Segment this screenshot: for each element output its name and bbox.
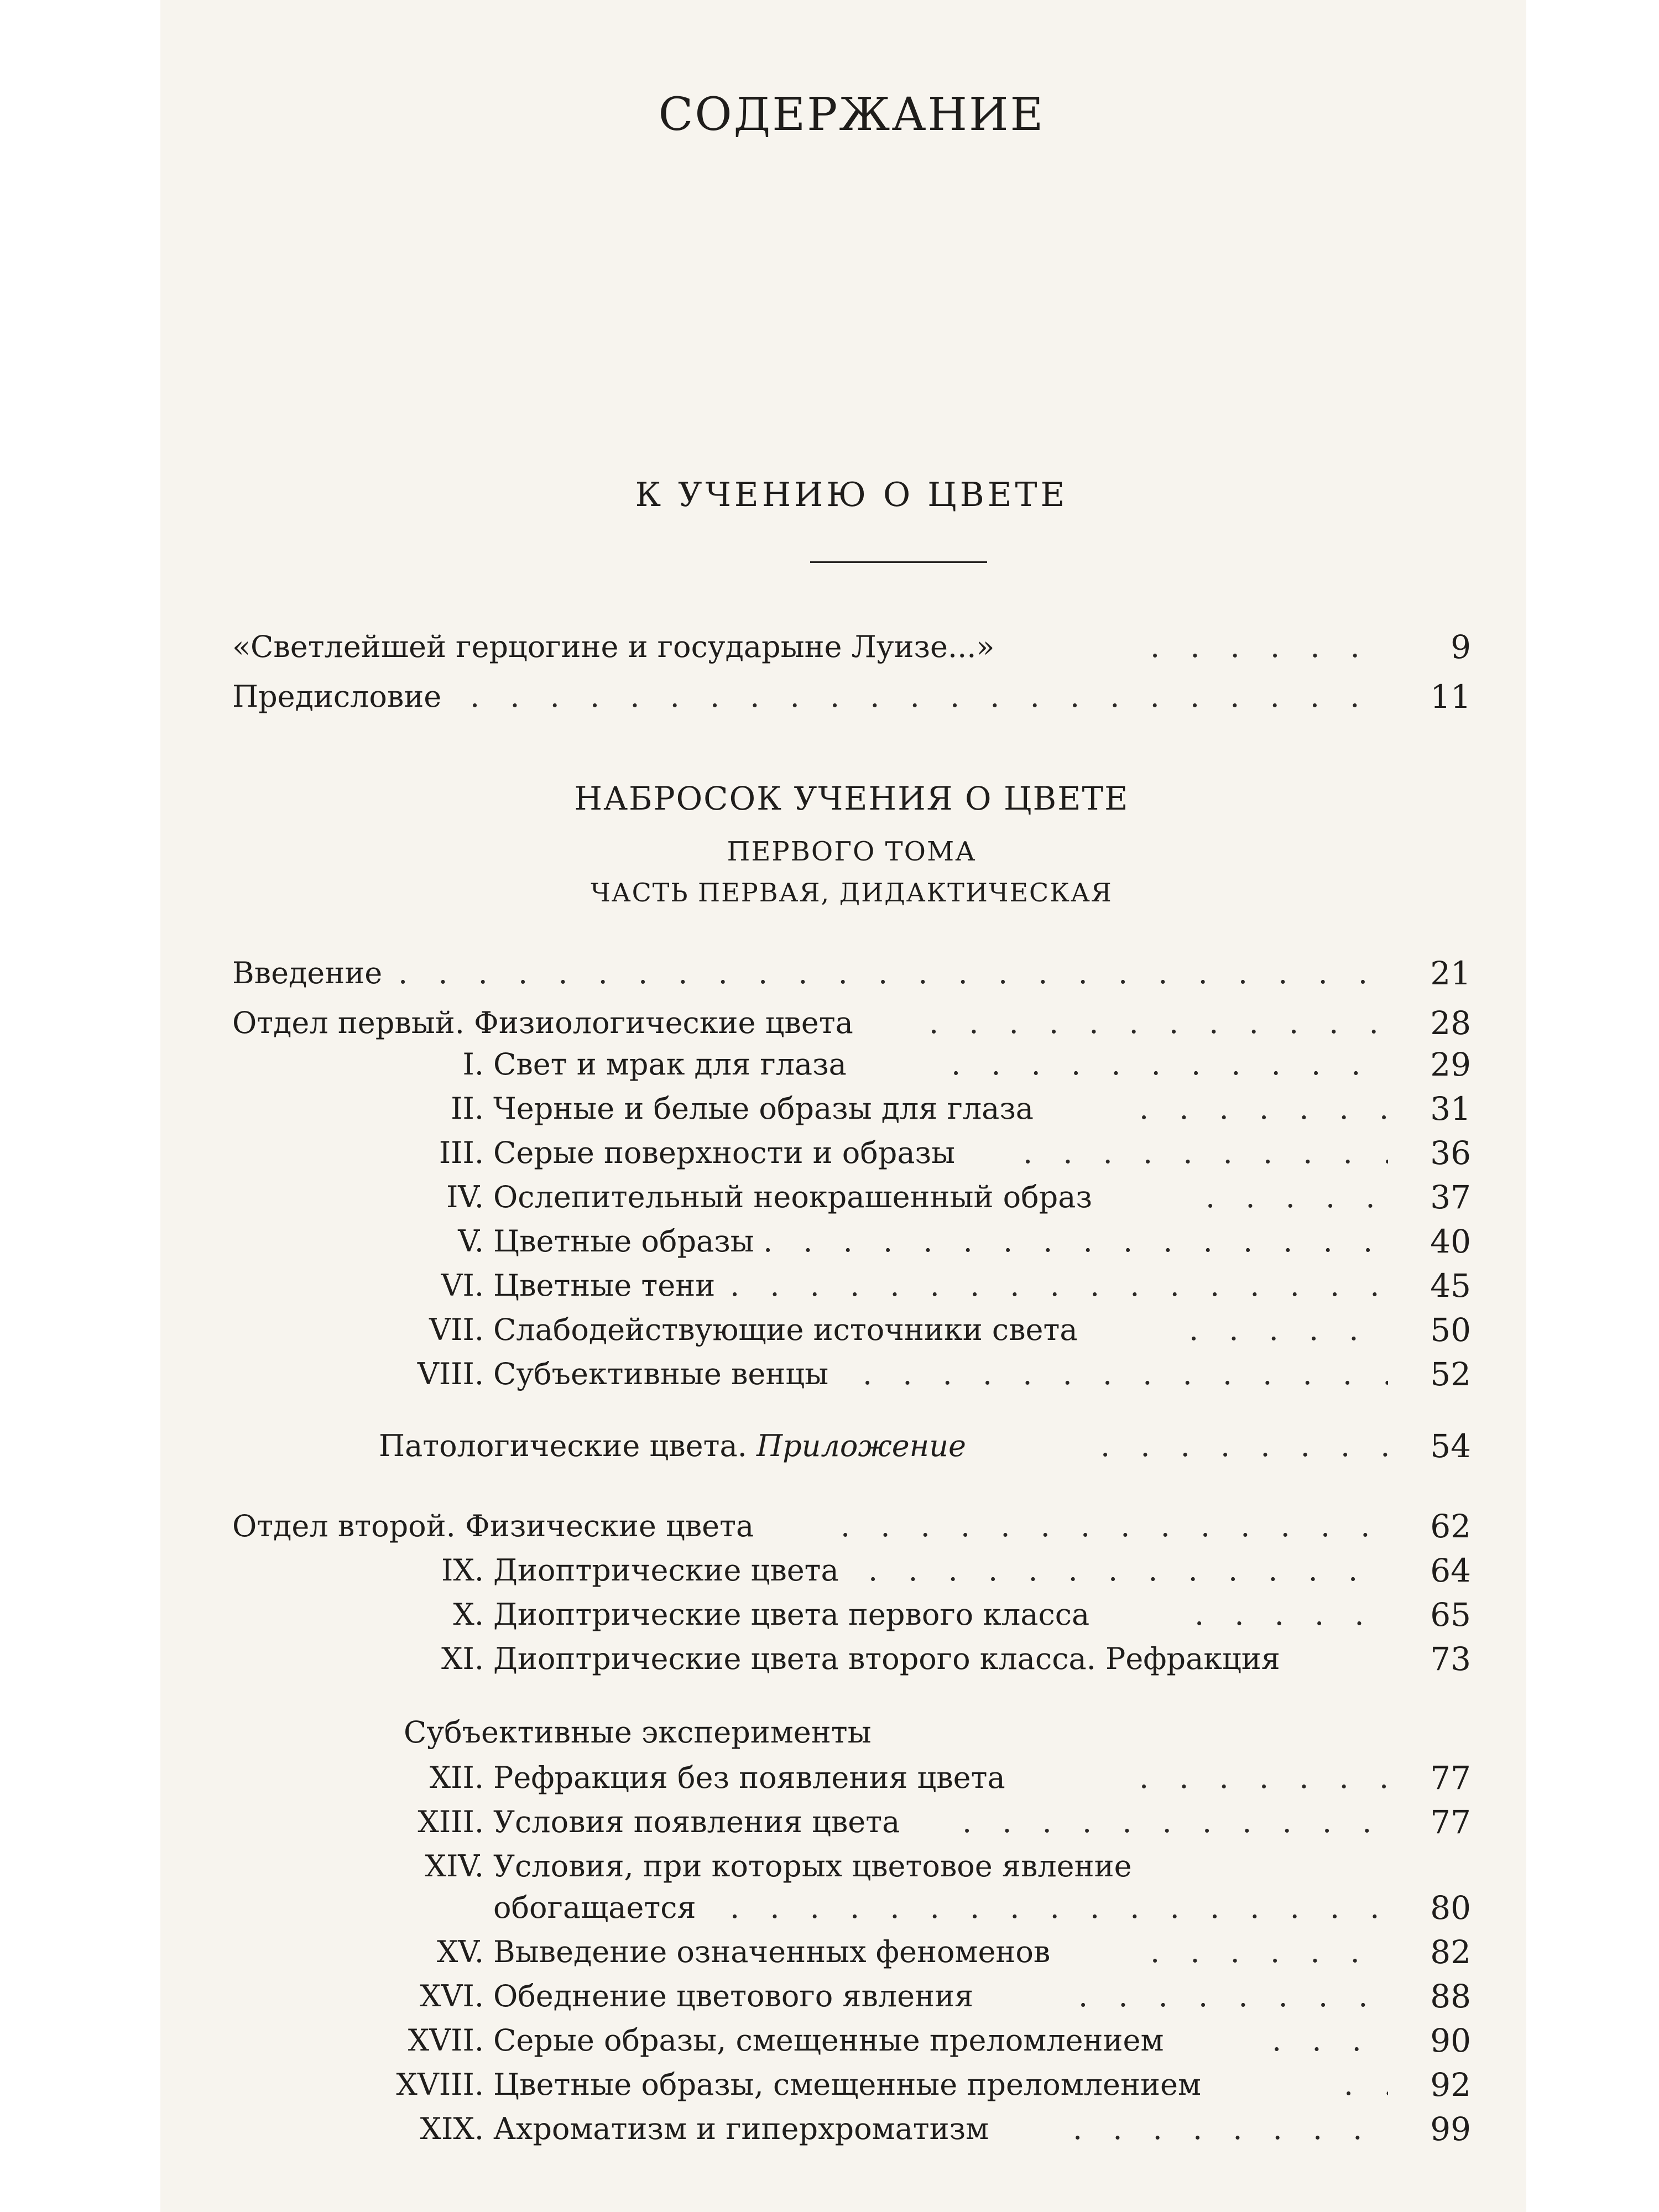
toc-page-number: 92 <box>1430 2066 1471 2104</box>
toc-entry-title <box>379 1427 966 1465</box>
toc-entry-title: Субъективные венцы <box>493 1357 829 1391</box>
chapter-number: XI. <box>441 1641 484 1676</box>
toc-entry-title: Черные и белые образы для глаза <box>493 1091 1034 1126</box>
toc-entry-title: Диоптрические цвета <box>493 1553 839 1588</box>
toc-entry-chapter[interactable] <box>232 1759 1471 1797</box>
toc-page-number: 52 <box>1430 1355 1471 1393</box>
leader-dots <box>951 1045 1388 1084</box>
toc-page-number: 99 <box>1430 2110 1471 2148</box>
toc-entry-chapter[interactable] <box>232 1933 1471 1971</box>
toc-page-number: 40 <box>1430 1223 1471 1260</box>
toc-entry-title: Предисловие <box>232 679 442 714</box>
toc-entry-department-2[interactable] <box>232 1507 1471 1546</box>
toc-page-number: 28 <box>1430 1004 1471 1042</box>
chapter-number: VII. <box>429 1312 484 1347</box>
leader-dots <box>1189 1311 1388 1349</box>
leader-dots <box>1078 1977 1388 2016</box>
chapter-number: XVII. <box>408 2023 484 2058</box>
leader-dots <box>841 1507 1388 1546</box>
chapter-number: XVIII. <box>396 2067 484 2102</box>
chapter-number: X. <box>453 1597 484 1632</box>
toc-entry-title: Отдел первый. Физиологические цвета <box>232 1005 853 1040</box>
toc-entry-chapter[interactable] <box>232 1134 1471 1172</box>
appendix-label: Приложение <box>757 1428 966 1463</box>
leader-dots <box>1139 1759 1388 1797</box>
toc-page-number: 36 <box>1430 1134 1471 1172</box>
chapter-number: IV. <box>446 1180 484 1214</box>
toc-entry-chapter[interactable] <box>232 1847 1471 1886</box>
chapter-number: XV. <box>436 1934 484 1969</box>
chapter-number: III. <box>439 1135 484 1170</box>
toc-entry-title: Диоптрические цвета второго класса. Рефракция <box>493 1641 1280 1676</box>
toc-page-number: 31 <box>1430 1090 1471 1128</box>
toc-entry-title: Серые поверхности и образы <box>493 1135 955 1170</box>
toc-entry-title: Диоптрические цвета первого класса <box>493 1597 1090 1632</box>
toc-entry-chapter[interactable] <box>232 1222 1471 1261</box>
toc-entry-chapter[interactable] <box>232 1803 1471 1841</box>
toc-page-number: 9 <box>1451 628 1471 666</box>
page-title: СОДЕРЖАНИЕ <box>658 88 1045 141</box>
toc-entry-title: Цветные образы <box>493 1224 754 1259</box>
toc-page-number: 77 <box>1430 1759 1471 1797</box>
toc-page-number: 54 <box>1430 1427 1471 1465</box>
toc-entry-appendix[interactable] <box>232 1427 1471 1465</box>
leader-dots <box>1100 1427 1388 1465</box>
toc-page-number: 29 <box>1430 1046 1471 1083</box>
table-of-contents <box>232 0 1471 2212</box>
toc-entry-title: Свет и мрак для глаза <box>493 1047 847 1082</box>
leader-dots <box>962 1803 1388 1841</box>
toc-page-number: 64 <box>1430 1552 1471 1589</box>
leader-dots <box>1023 1134 1388 1172</box>
toc-page-number: 11 <box>1430 678 1471 716</box>
toc-entry-chapter[interactable] <box>232 1311 1471 1349</box>
chapter-number: XIX. <box>420 2111 484 2146</box>
toc-entry-title: «Светлейшей герцогине и государыне Луизе...» <box>232 629 995 664</box>
toc-entry-chapter[interactable] <box>232 1551 1471 1590</box>
book-page <box>160 0 1526 2212</box>
leader-dots <box>1073 2110 1388 2148</box>
chapter-number: II. <box>451 1091 484 1126</box>
chapter-number: VI. <box>441 1268 484 1303</box>
chapter-number: XIII. <box>418 1804 484 1839</box>
toc-page-number: 21 <box>1430 954 1471 992</box>
part-title: К УЧЕНИЮ О ЦВЕТЕ <box>635 476 1068 514</box>
toc-page-number: 73 <box>1430 1640 1471 1678</box>
toc-page-number: 62 <box>1430 1507 1471 1545</box>
appendix-title: Патологические цвета. <box>379 1428 757 1463</box>
toc-entry-title: Ослепительный неокрашенный образ <box>493 1180 1092 1214</box>
leader-dots <box>398 954 1388 993</box>
leader-dots <box>470 677 1388 716</box>
toc-entry-title: Рефракция без появления цвета <box>493 1760 1005 1795</box>
toc-page-number: 90 <box>1430 2022 1471 2059</box>
toc-entry-chapter[interactable] <box>232 2065 1471 2104</box>
toc-entry-chapter[interactable] <box>232 1355 1471 1394</box>
leader-dots <box>1150 1933 1388 1971</box>
chapter-number: XVI. <box>420 1979 484 2013</box>
toc-page-number: 65 <box>1430 1596 1471 1634</box>
toc-page-number: 50 <box>1430 1311 1471 1349</box>
leader-dots <box>1194 1595 1388 1634</box>
toc-entry-title: Серые образы, смещенные преломлением <box>493 2023 1164 2058</box>
chapter-number: I. <box>462 1047 484 1082</box>
toc-entry-chapter[interactable] <box>232 2110 1471 2148</box>
toc-entry-title: Условия, при которых цветовое явление <box>493 1849 1132 1884</box>
chapter-number: XIV. <box>425 1849 484 1884</box>
toc-page-number: 80 <box>1430 1889 1471 1927</box>
toc-entry-chapter[interactable] <box>232 2021 1471 2060</box>
leader-dots <box>868 1551 1388 1590</box>
chapter-number: VIII. <box>417 1357 484 1391</box>
title-divider <box>810 561 987 563</box>
toc-entry-chapter[interactable] <box>232 1266 1471 1305</box>
leader-dots <box>1139 1089 1388 1128</box>
toc-page-number: 88 <box>1430 1978 1471 2015</box>
toc-entry-title: Слабодействующие источники света <box>493 1312 1078 1347</box>
toc-entry-title: Ахроматизм и гиперхроматизм <box>493 2111 989 2146</box>
toc-entry-chapter[interactable] <box>232 1640 1471 1678</box>
chapter-number: IX. <box>441 1553 484 1588</box>
toc-entry-title: Условия появления цвета <box>493 1804 900 1839</box>
leader-dots <box>730 1888 1388 1927</box>
leader-dots <box>1150 628 1388 666</box>
toc-entry-introduction[interactable] <box>232 954 1471 993</box>
leader-dots <box>1206 1178 1388 1217</box>
leader-dots <box>763 1222 1388 1261</box>
toc-entry-chapter[interactable] <box>232 1977 1471 2016</box>
toc-entry-preface[interactable] <box>232 677 1471 716</box>
chapter-number: V. <box>458 1224 484 1259</box>
toc-entry-title-continued: обогащается <box>493 1890 696 1925</box>
toc-entry-chapter-continued[interactable] <box>232 1888 1471 1927</box>
toc-entry-chapter[interactable] <box>232 1045 1471 1084</box>
toc-entry-title: Выведение означенных феноменов <box>493 1934 1051 1969</box>
toc-entry-chapter[interactable] <box>232 1089 1471 1128</box>
toc-page-number: 82 <box>1430 1933 1471 1971</box>
toc-entry-chapter[interactable] <box>232 1595 1471 1634</box>
section-title: НАБРОСОК УЧЕНИЯ О ЦВЕТЕ <box>574 780 1129 817</box>
toc-entry-title: Введение <box>232 956 383 990</box>
toc-entry-department-1[interactable] <box>232 1004 1471 1042</box>
leader-dots <box>863 1355 1388 1394</box>
chapter-number: XII. <box>429 1760 484 1795</box>
leader-dots <box>929 1004 1388 1042</box>
volume-title: ПЕРВОГО ТОМА <box>727 836 977 867</box>
toc-entry-chapter[interactable] <box>232 1178 1471 1217</box>
toc-entry-dedication[interactable] <box>232 628 1471 666</box>
toc-entry-title: Отдел второй. Физические цвета <box>232 1509 754 1543</box>
subsection-heading: Субъективные эксперименты <box>404 1715 872 1750</box>
toc-entry-title: Цветные образы, смещенные преломлением <box>493 2067 1201 2102</box>
leader-dots <box>1272 2021 1388 2060</box>
toc-page-number: 45 <box>1430 1267 1471 1305</box>
toc-page-number: 77 <box>1430 1803 1471 1841</box>
toc-entry-title: Цветные тени <box>493 1268 716 1303</box>
leader-dots <box>1344 2065 1388 2104</box>
part-subtitle: ЧАСТЬ ПЕРВАЯ, ДИДАКТИЧЕСКАЯ <box>591 878 1113 907</box>
leader-dots <box>730 1266 1388 1305</box>
toc-entry-title: Обеднение цветового явления <box>493 1979 974 2013</box>
toc-page-number: 37 <box>1430 1178 1471 1216</box>
